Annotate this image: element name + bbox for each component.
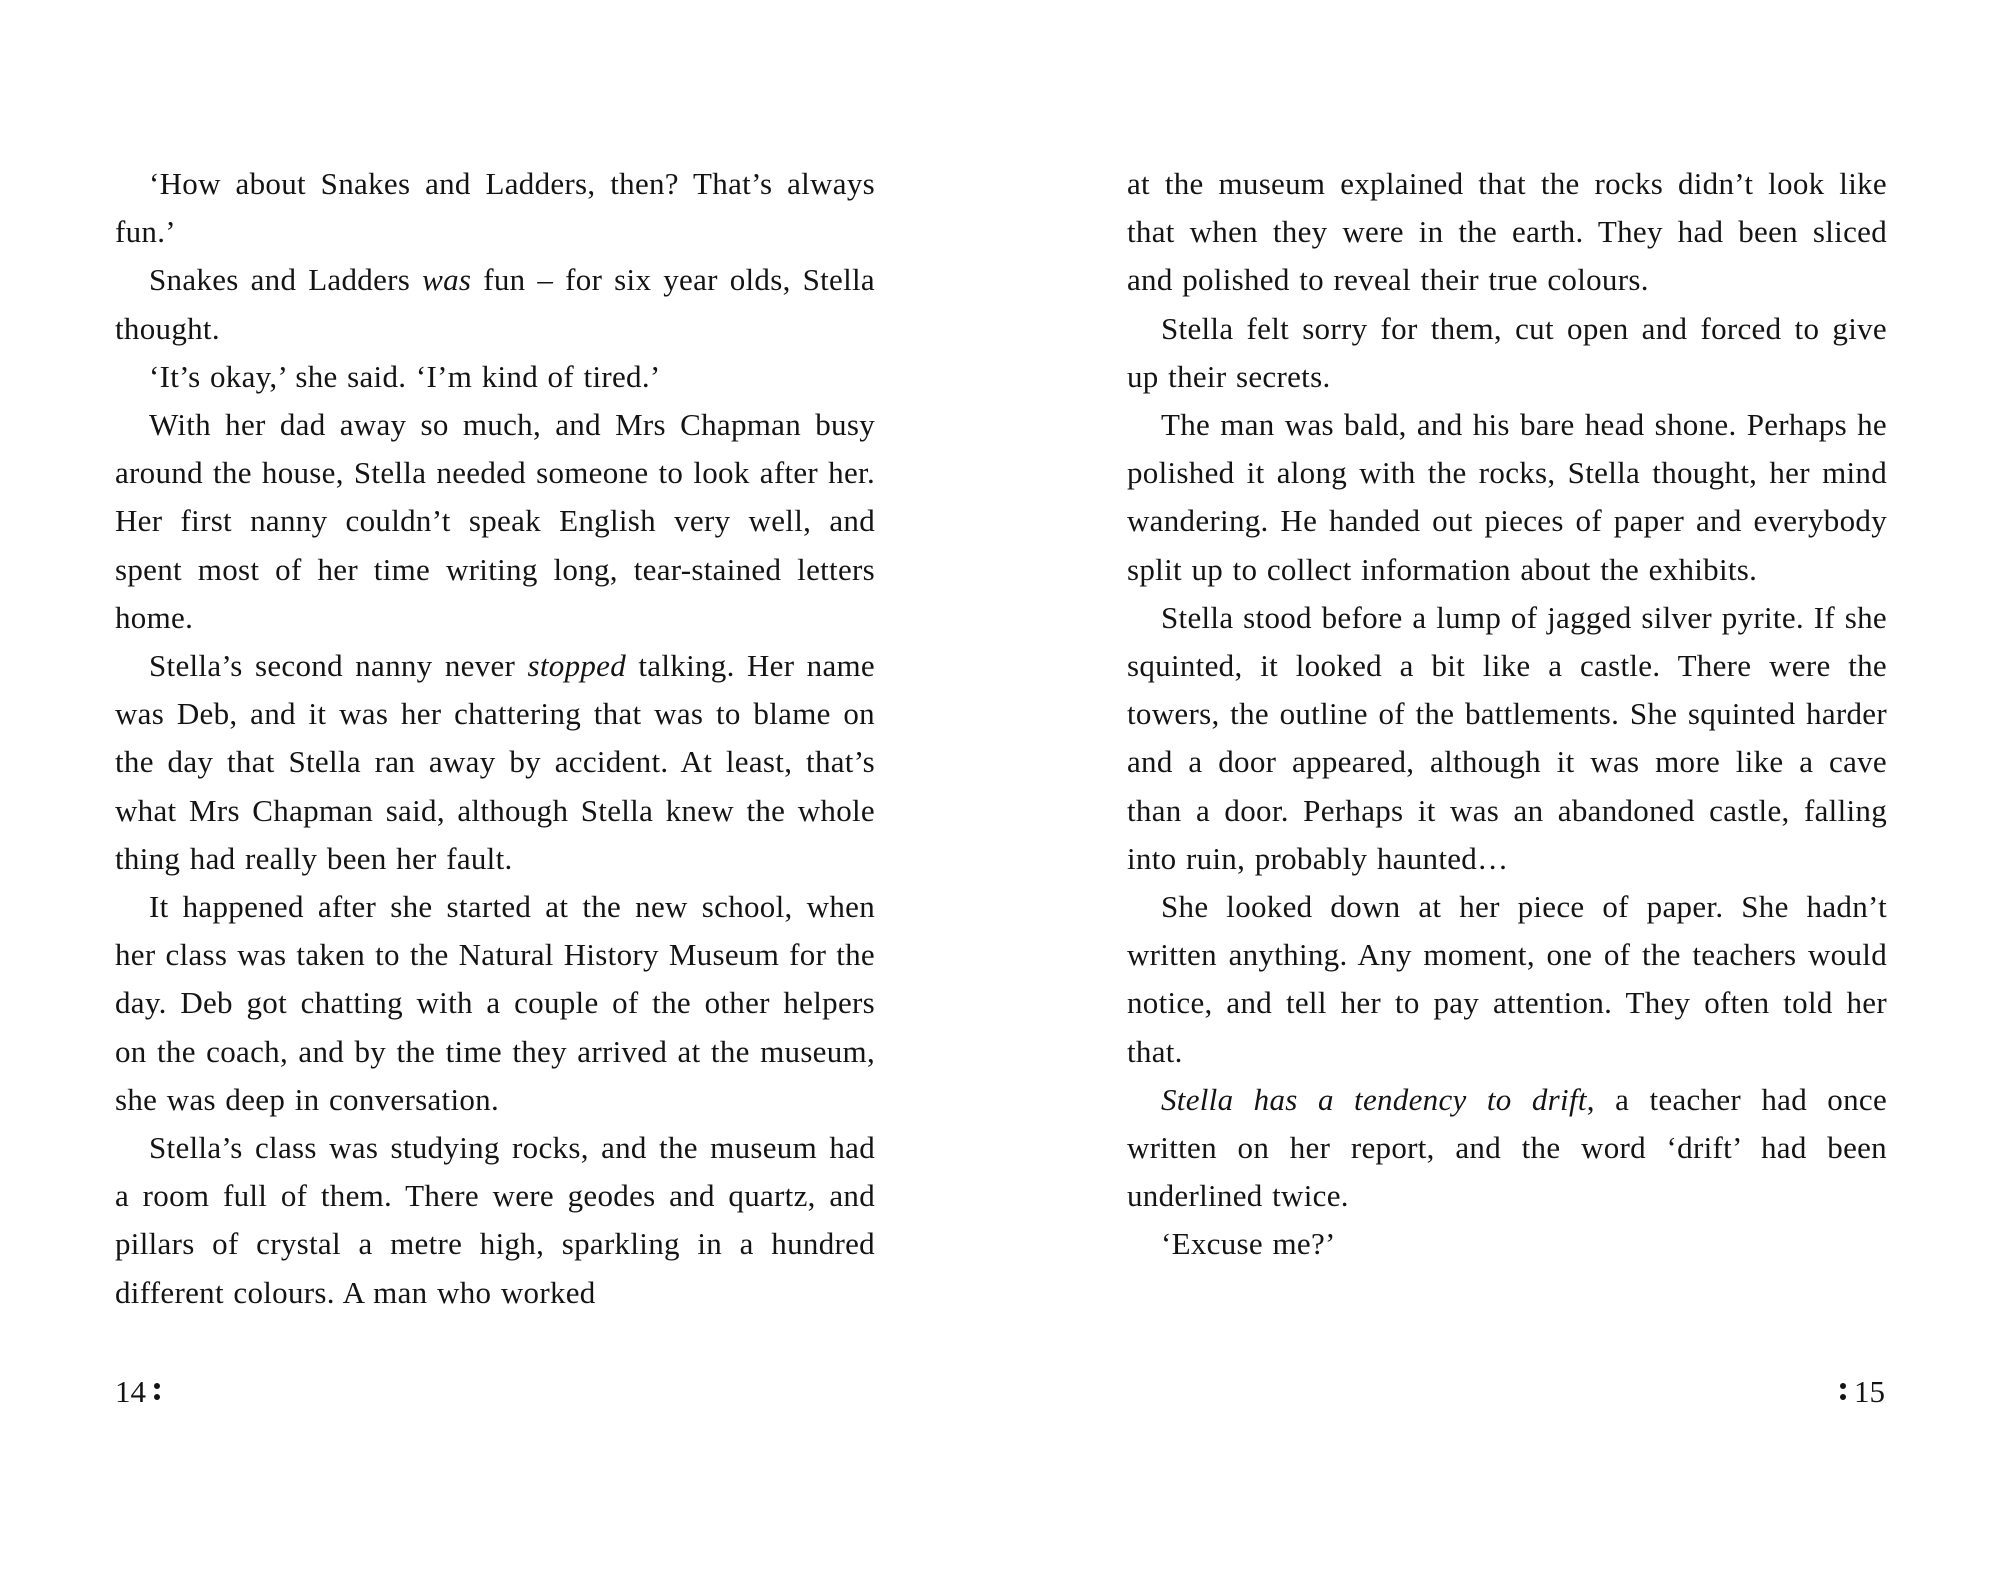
- left-page: [115, 160, 875, 1317]
- left-page-number: [115, 1372, 168, 1412]
- paragraph: ‘Excuse me?’: [1161, 1226, 1336, 1262]
- paragraph: Snakes and Ladders was fun – for six year olds, Stella thought.: [115, 262, 875, 346]
- paragraph: Stella has a tendency to drift, a teacher had once written on her report, and the word ‘drift’ had been underlined twice.: [1127, 1081, 1887, 1214]
- paragraph: Stella stood before a lump of jagged silver pyrite. If she squinted, it looked a bit like a castle. There were the towers, the outline of the battlements. She squinted harder and a door appeared, although it was more like a cave than a door. Perhaps it was an abandoned castle, falling into ruin, probably haunted…: [1127, 599, 1887, 876]
- right-page-number: [1832, 1372, 1885, 1412]
- page-number-text: 14: [115, 1374, 146, 1409]
- paragraph: ‘It’s okay,’ she said. ‘I’m kind of tired.’: [149, 358, 661, 394]
- page-number-text: 15: [1854, 1374, 1885, 1409]
- right-page-body: [1127, 160, 1887, 1269]
- right-page: [1127, 160, 1887, 1269]
- paragraph: Stella’s second nanny never stopped talking. Her name was Deb, and it was her chattering that was to blame on the day that Stella ran away by accident. At least, that’s what Mrs Chapman said, although Stella knew the whole thing had really been her fault.: [115, 648, 875, 876]
- folio-ornament-icon: [150, 1380, 164, 1404]
- paragraph: Stella’s class was studying rocks, and the museum had a room full of them. There were geodes and quartz, and pillars of crystal a metre high, sparkling in a hundred different colours. A man who worked: [115, 1130, 875, 1310]
- paragraph: The man was bald, and his bare head shone. Perhaps he polished it along with the rocks, Stella thought, her mind wandering. He handed out pieces of paper and everybody split up to collect information about the exhibits.: [1127, 407, 1887, 587]
- paragraph: ‘How about Snakes and Ladders, then? That’s always fun.’: [115, 166, 875, 250]
- paragraph: at the museum explained that the rocks didn’t look like that when they were in the earth. They had been sliced and polished to reveal their true colours.: [1127, 166, 1887, 298]
- italic-text: stopped: [527, 648, 627, 684]
- left-page-body: [115, 160, 875, 1317]
- paragraph: It happened after she started at the new school, when her class was taken to the Natural History Museum for the day. Deb got chatting with a couple of the other helpers on the coach, and by the time they arrived at the museum, she was deep in conversation.: [115, 889, 875, 1117]
- italic-text: was: [422, 262, 472, 298]
- italic-text: Stella has a tendency to drift: [1161, 1081, 1587, 1117]
- paragraph: Stella felt sorry for them, cut open and forced to give up their secrets.: [1127, 310, 1887, 394]
- paragraph: With her dad away so much, and Mrs Chapman busy around the house, Stella needed someone to look after her. Her first nanny couldn’t speak English very well, and spent most of her time writing long, tear-stained letters home.: [115, 407, 875, 635]
- paragraph: She looked down at her piece of paper. She hadn’t written anything. Any moment, one of the teachers would notice, and tell her to pay attention. They often told her that.: [1127, 889, 1887, 1069]
- folio-ornament-icon: [1836, 1380, 1850, 1404]
